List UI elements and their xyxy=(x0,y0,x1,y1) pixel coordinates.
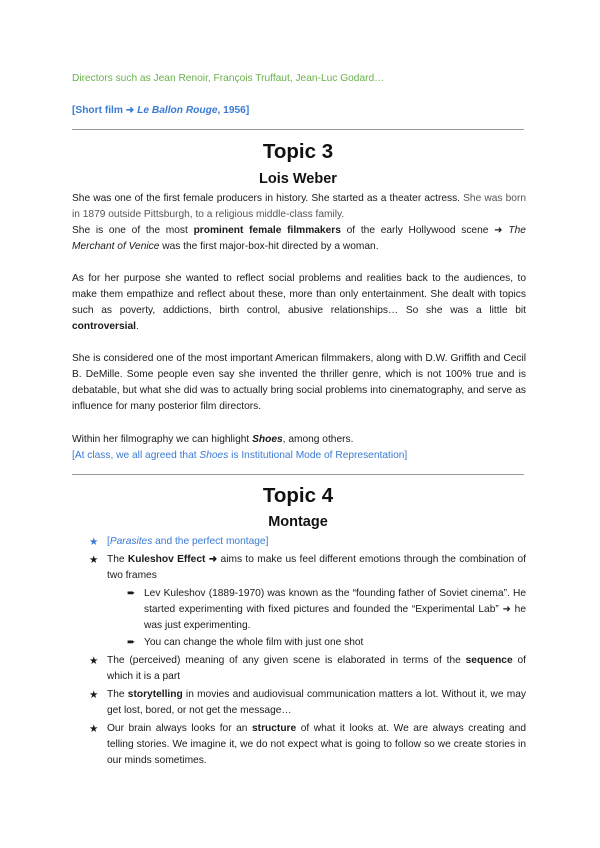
text-run: was the first major-box-hit directed by a woman. xyxy=(159,241,379,253)
text-run-bold: controversial xyxy=(72,321,136,333)
text-run-bold: storytelling xyxy=(127,688,183,700)
arrow-icon: ➨ xyxy=(127,636,136,648)
text-run-bold: Kuleshov Effect ➜ xyxy=(127,554,218,566)
text-run: As for her purpose she wanted to reflect social problems and realities back to the audiences, to make them empathize and reflect about these, more than only entertainment. She dealt with topics such as poverty, addictions, birth control, abusive relationships… So she was a little bit xyxy=(72,273,526,317)
directors-line: Directors such as Jean Renoir, François Truffaut, Jean-Luc Godard… xyxy=(72,73,385,84)
list-item xyxy=(72,653,526,685)
text-run: and the perfect montage] xyxy=(152,536,269,547)
text-run-italic: Parasites xyxy=(109,536,153,547)
text-run: Within her filmography we can highlight xyxy=(72,434,253,445)
text-run: , among others. xyxy=(282,434,354,445)
list-item xyxy=(72,534,526,550)
text-run: of which it is a part xyxy=(107,654,526,682)
short-film-title: Le Ballon Rouge xyxy=(137,105,218,116)
star-icon: ★ xyxy=(89,554,99,567)
text-run: She is one of the most xyxy=(72,225,194,237)
topic3-title: Topic 3 xyxy=(262,140,334,163)
list-item xyxy=(72,552,526,584)
text-run: She was born in 1879 outside Pittsburgh, to a religious middle-class family. xyxy=(72,193,527,221)
text-run: is Institutional Mode of Representation] xyxy=(228,450,408,461)
text-run: [At class, we all agreed that xyxy=(72,450,200,461)
text-run: You can change the whole film with just one shot xyxy=(144,636,364,648)
list-item xyxy=(72,687,526,719)
short-film-prefix: [Short film ➜ xyxy=(72,105,138,116)
text-run: of the early Hollywood scene ➜ xyxy=(340,225,509,237)
star-icon: ★ xyxy=(89,536,99,548)
topic3-paragraph-1 xyxy=(72,191,526,255)
divider xyxy=(72,129,524,130)
text-run: The xyxy=(107,554,128,566)
text-run-bold-italic: Shoes xyxy=(252,434,283,445)
text-run-bold: structure xyxy=(252,723,297,735)
short-film-note xyxy=(72,105,249,116)
topic4-title: Topic 4 xyxy=(262,484,334,507)
sub-list-item xyxy=(72,586,526,634)
text-run-bold: prominent female filmmakers xyxy=(193,225,341,237)
topic4-subtitle: Montage xyxy=(268,514,328,530)
text-run: . xyxy=(135,321,139,333)
text-run: The xyxy=(107,688,128,700)
topic3-subtitle: Lois Weber xyxy=(259,171,337,187)
text-run: of what it looks at. We are always creating and telling stories. We imagine it, we do not expect what is going to follow so we create stories in our minds sometimes. xyxy=(107,723,526,767)
text-run: aims to make us feel different emotions through the combination of two frames xyxy=(107,554,527,582)
topic3-paragraph-2 xyxy=(72,271,526,335)
text-run-italic: Shoes xyxy=(199,450,229,461)
divider xyxy=(72,474,524,475)
text-run: The (perceived) meaning of any given scene is elaborated in terms of the xyxy=(107,654,466,666)
text-run-bold: sequence xyxy=(465,654,513,666)
text-run: [ xyxy=(107,536,110,547)
list-item xyxy=(72,721,526,769)
text-run: Lev Kuleshov (1889-1970) was known as the “founding father of Soviet cinema”. He started experimenting with fixed pictures and founded the “Experimental Lab” ➜ he was just experimenting. xyxy=(144,588,526,632)
star-icon: ★ xyxy=(89,688,99,701)
sub-list-item xyxy=(72,635,526,651)
text-run: in movies and audiovisual communication matters a lot. Without it, we may get lost, bored, or not get the message… xyxy=(107,688,526,716)
topic3-paragraph-3: She is considered one of the most important American filmmakers, along with D.W. Griffith and Cecil B. DeMille. Some people even say she invented the thriller genre, which is not 100% true and is debatable, but what she did was to actually bring social problems into cinematography, and serve as influence for many posterior film directors. xyxy=(72,353,526,413)
topic3-paragraph-4 xyxy=(72,432,526,448)
text-run: She was one of the first female producers in history. She started as a theater actress. xyxy=(72,193,464,204)
short-film-suffix: , 1956] xyxy=(217,105,250,116)
text-run-italic: The Merchant of Venice xyxy=(72,225,526,253)
star-icon: ★ xyxy=(89,723,99,736)
montage-list xyxy=(72,534,526,771)
text-run: Our brain always looks for an xyxy=(107,723,253,735)
star-icon: ★ xyxy=(89,654,99,667)
topic3-class-note xyxy=(72,448,526,464)
arrow-icon: ➨ xyxy=(127,588,136,600)
